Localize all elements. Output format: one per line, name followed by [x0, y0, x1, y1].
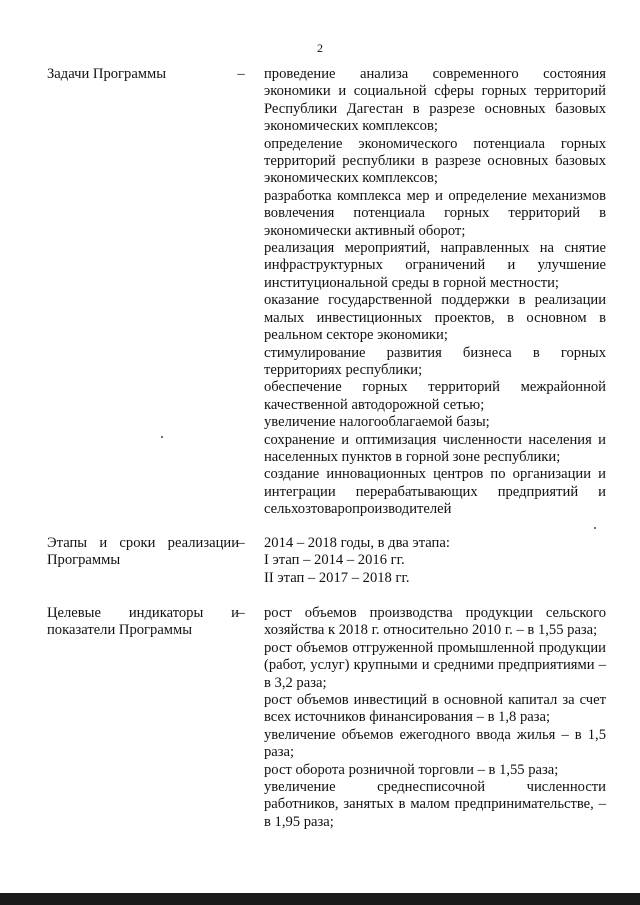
task-item: стимулирование развития бизнеса в горных территориях республики;	[264, 344, 606, 378]
scan-bottom-edge	[0, 893, 640, 905]
task-item: обеспечение горных территорий межрайонной качественной автодорожной сетью;	[264, 379, 606, 413]
section-content	[264, 535, 606, 587]
section-label: Задачи Программы	[47, 66, 167, 82]
task-item: сохранение и оптимизация численности населения и населенных пунктов в горной зоне республики;	[264, 431, 606, 465]
indicator-item: рост оборота розничной торговли – в 1,55 раза;	[264, 761, 559, 778]
task-item: создание инновационных центров по организации и интеграции перерабатывающих предприятий и сельхозтоваропроизводителей	[264, 466, 606, 518]
dash-separator: –	[237, 605, 245, 621]
page-number: 2	[317, 41, 323, 55]
indicator-item: рост объемов отгруженной промышленной продукции (работ, услуг) крупными и средними предприятиями – в 3,2 раза;	[264, 639, 606, 691]
section-content	[264, 605, 606, 831]
indicator-item: увеличение среднесписочной численности работников, занятых в малом предпринимательстве, – в 1,95 раза;	[264, 779, 606, 830]
stage-item: 2014 – 2018 годы, в два этапа:	[264, 535, 450, 551]
dash-separator: –	[237, 535, 245, 551]
task-item: оказание государственной поддержки в реализации малых инвестиционных проектов, в основном в реальном секторе экономики;	[264, 292, 606, 344]
section-label: Этапы и сроки реализации Программы	[47, 535, 239, 569]
indicator-item: рост объемов производства продукции сельского хозяйства к 2018 г. относительно 2010 г. – в 1,55 раза;	[264, 605, 606, 639]
section-label: Целевые индикаторы и показатели Программы	[47, 605, 239, 639]
stage-item: II этап – 2017 – 2018 гг.	[264, 569, 410, 586]
scan-speck	[161, 436, 163, 438]
scan-speck	[594, 527, 596, 529]
task-item: увеличение налогооблагаемой базы;	[264, 414, 490, 431]
task-item: реализация мероприятий, направленных на снятие инфраструктурных ограничений и улучшение институциональной среды в горной местности;	[264, 240, 606, 291]
section-content	[264, 66, 606, 519]
task-item: проведение анализа современного состояния экономики и социальной сферы горных территорий Республики Дагестан в разрезе основных базовых экономических комплексов;	[264, 66, 606, 135]
dash-separator: –	[237, 66, 245, 82]
stage-item: I этап – 2014 – 2016 гг.	[264, 552, 405, 569]
indicator-item: рост объемов инвестиций в основной капитал за счет всех источников финансирования – в 1,8 раза;	[264, 692, 606, 726]
task-item: разработка комплекса мер и определение механизмов вовлечения потенциала горных территорий в экономически активный оборот;	[264, 187, 606, 239]
task-item: определение экономического потенциала горных территорий республики в разрезе основных базовых экономических комплексов;	[264, 135, 606, 187]
indicator-item: увеличение объемов ежегодного ввода жилья – в 1,5 раза;	[264, 726, 606, 761]
